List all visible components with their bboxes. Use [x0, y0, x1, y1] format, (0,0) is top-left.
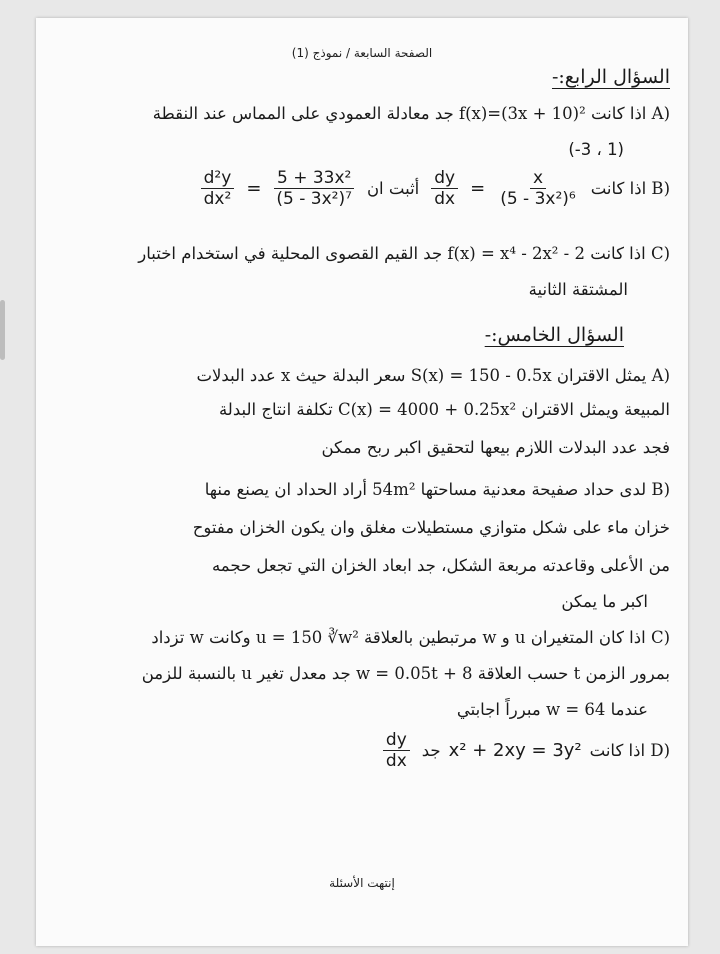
q4-b-label: (B اذا كانت [590, 179, 670, 198]
q5-b-line2: خزان ماء على شكل متوازي مستطيلات مغلق وان يكون الخزان مفتوح [192, 518, 670, 537]
scrollbar[interactable] [0, 300, 5, 360]
q5-d-find: جد [421, 741, 441, 760]
exam-page [36, 18, 688, 946]
question-5-title: السؤال الخامس:- [484, 324, 624, 346]
q5-d-label: (D اذا كانت [589, 741, 670, 760]
question-4-title: السؤال الرابع:- [551, 66, 670, 88]
q4-b-second-derivative: $\frac{\text{d²y}}{\text{dx²}}$ [201, 168, 235, 209]
page-footer: إنتهت الأسئلة [329, 876, 395, 890]
q5-a-line3: فجد عدد البدلات اللازم بيعها لتحقيق اكبر ربح ممكن [321, 438, 670, 457]
q4-b-result-fraction: $\frac{\text{5 + 33x²}}{\text{(5 - 3x²)⁷}}$ [273, 168, 355, 209]
q5-b-line4: اكبر ما يمكن [561, 592, 648, 611]
q4-b-prove: أثبت ان [366, 179, 420, 198]
q5-b-line1: (B لدى حداد صفيحة معدنية مساحتها 54m² أراد الحداد ان يصنع منها [204, 480, 670, 499]
q5-c-line2: بمرور الزمن t حسب العلاقة w = 0.05t + 8 جد معدل تغير u بالنسبة للزمن [141, 664, 670, 683]
q4-b-row: (B اذا كانت $\frac{x}{\text{(5 - 3x²)⁶}}$ = $\frac{dy}{dx}$ أثبت ان $\frac{\text{5 + 33x²}}{\text{(5 - 3x²)⁷}}$ = $\frac{\text{d²y}}{\text{dx²}}$ [197, 168, 670, 209]
q4-c-text2: المشتقة الثانية [528, 280, 628, 299]
q5-c-line1: (C اذا كان المتغيران u و w مرتبطين بالعلاقة u = 150 ∛w² وكانت w تزداد [151, 628, 670, 647]
q4-a-text: (A اذا كانت f(x)=(3x + 10)² جد معادلة العمودي على المماس عند النقطة [152, 104, 670, 123]
q4-b-given-derivative: $\frac{dy}{dx}$ [431, 168, 458, 209]
page-header: الصفحة السابعة / نموذج (1) [291, 46, 433, 60]
q4-a-point: (-3 ، 1) [568, 140, 624, 159]
q5-a-line1: (A يمثل الاقتران S(x) = 150 - 0.5x سعر البدلة حيث x عدد البدلات [196, 366, 670, 385]
q5-a-line2: المبيعة ويمثل الاقتران C(x) = 4000 + 0.25x² تكلفة انتاج البدلة [218, 400, 670, 419]
q5-d-row [379, 730, 670, 771]
q5-c-line3: عندما w = 64 مبرراً اجابتي [456, 700, 648, 719]
q4-c-text: (C اذا كانت f(x) = x⁴ - 2x² - 2 جد القيم القصوى المحلية في استخدام اختبار [138, 244, 670, 263]
q5-d-derivative: $\frac{dy}{dx}$ [383, 730, 410, 771]
q5-d-equation: x² + 2xy = 3y² [448, 740, 582, 761]
q4-b-given-fraction: $\frac{x}{\text{(5 - 3x²)⁶}}$ [500, 168, 576, 209]
q5-b-line3: من الأعلى وقاعدته مربعة الشكل، جد ابعاد الخزان التي تجعل حجمه [211, 556, 670, 575]
